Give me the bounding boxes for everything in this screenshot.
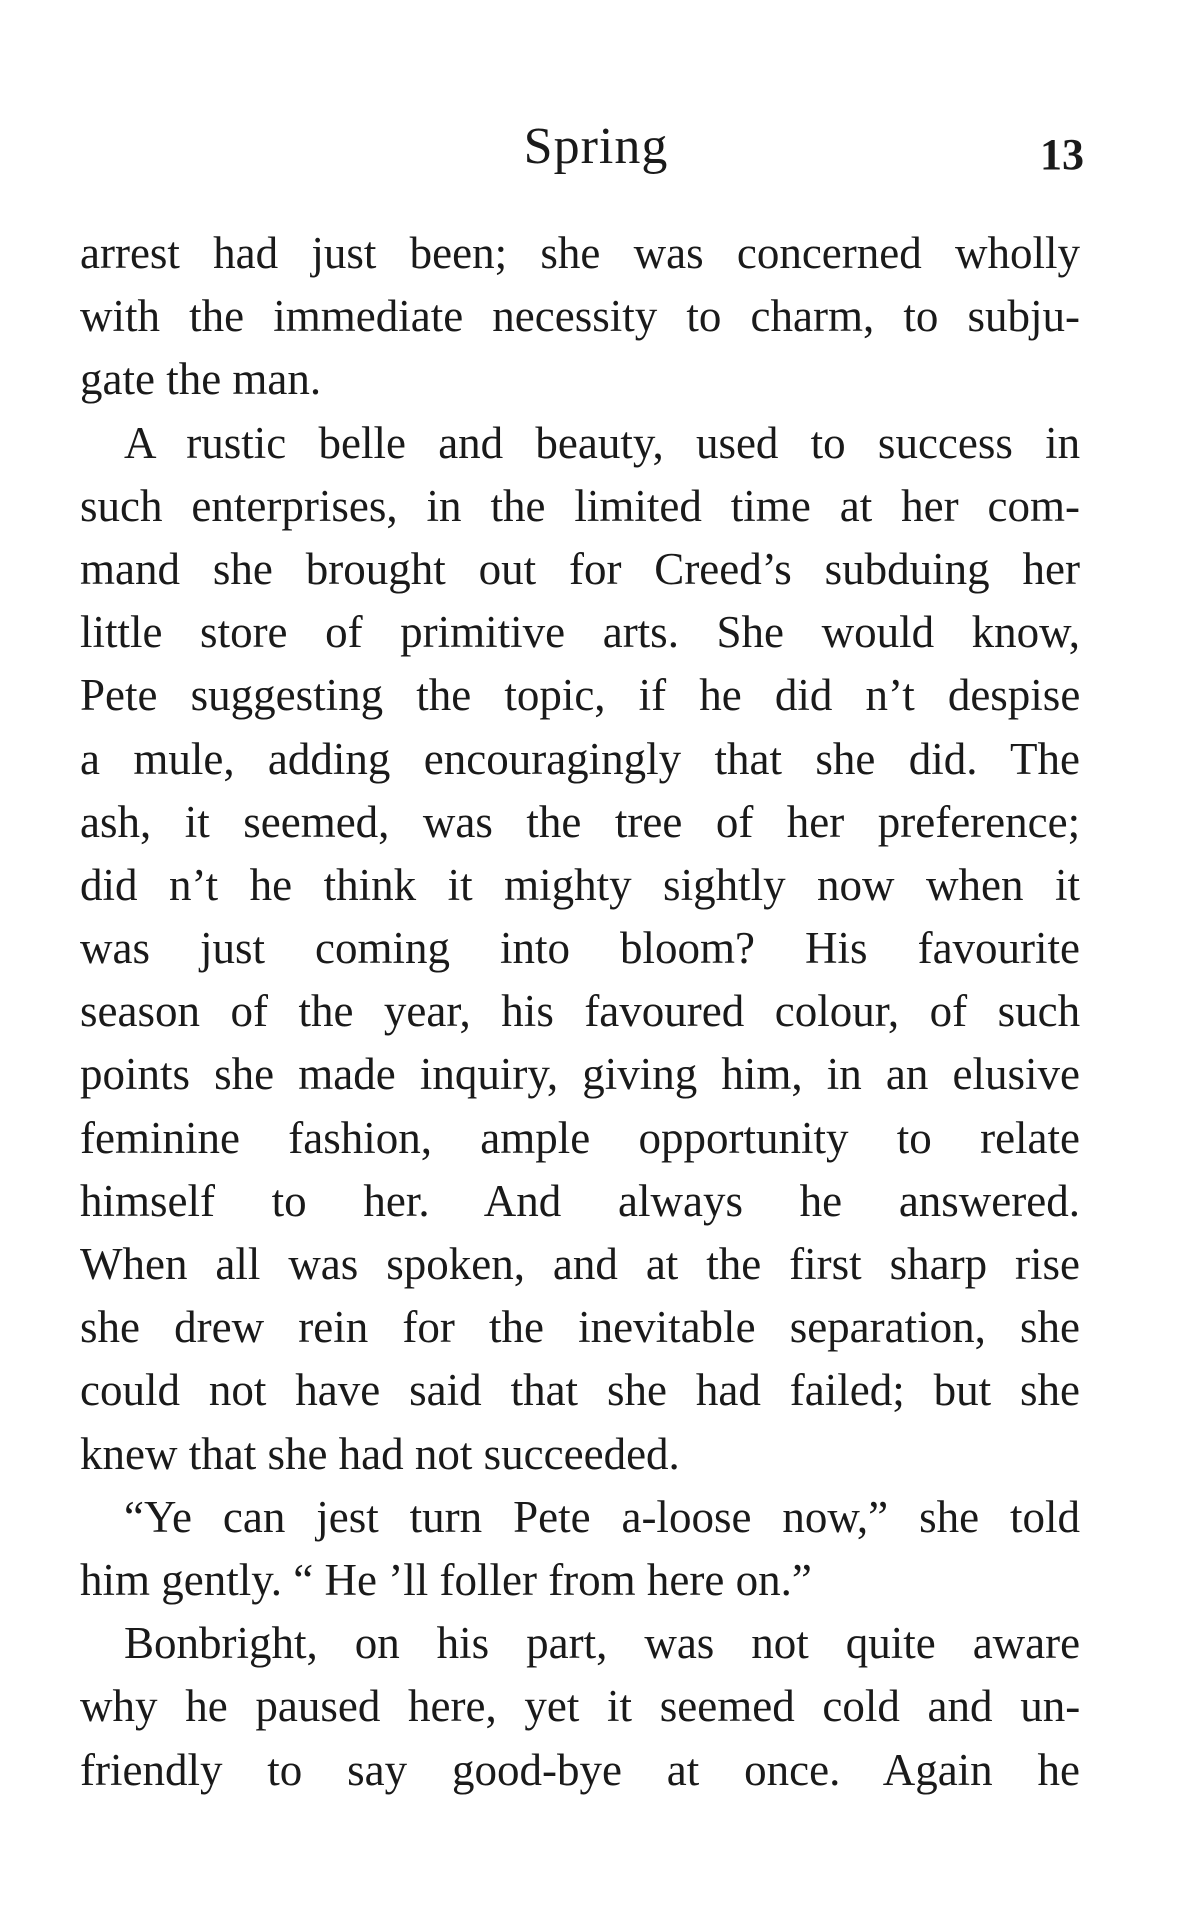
text-line: When all was spoken, and at the first sharp rise (80, 1239, 1080, 1289)
text-line: mand she brought out for Creed’s subduing her (80, 543, 1080, 594)
text-line: him gently. “ He ’ll foller from here on.” (80, 1554, 812, 1605)
text-line: little store of primitive arts. She would know, (80, 607, 1080, 658)
text-line: was just coming into bloom? His favourite (80, 923, 1080, 974)
body-text (80, 222, 1080, 1802)
text-line: points she made inquiry, giving him, in an elusive (80, 1049, 1080, 1100)
running-head (0, 112, 1192, 182)
text-line: knew that she had not succeeded. (80, 1428, 680, 1479)
text-line: gate the man. (80, 354, 322, 405)
running-title: Spring (523, 118, 669, 175)
text-line: Pete suggesting the topic, if he did n’t despise (80, 670, 1081, 721)
text-line: “Ye can jest turn Pete a-loose now,” she told (124, 1491, 1080, 1542)
text-line: she drew rein for the inevitable separation, she (80, 1302, 1080, 1353)
text-line: ash, it seemed, was the tree of her preference; (80, 796, 1081, 847)
text-line: A rustic belle and beauty, used to success in (124, 417, 1081, 468)
text-line: could not have said that she had failed; but she (80, 1365, 1081, 1416)
text-line: season of the year, his favoured colour, of such (80, 986, 1081, 1037)
text-line: feminine fashion, ample opportunity to relate (80, 1112, 1080, 1163)
paragraph-3 (80, 1486, 1080, 1612)
paragraph-4 (80, 1612, 1080, 1802)
paragraph-2 (80, 412, 1080, 1486)
paragraph-1 (80, 222, 1080, 412)
text-line: Bonbright, on his part, was not quite aware (124, 1618, 1081, 1669)
text-line: arrest had just been; she was concerned wholly (80, 228, 1080, 278)
text-line: a mule, adding encouragingly that she did. The (80, 733, 1080, 784)
text-line: friendly to say good-bye at once. Again he (80, 1744, 1080, 1795)
page-number: 13 (1040, 130, 1084, 179)
text-line: such enterprises, in the limited time at her com- (80, 480, 1080, 531)
text-line: why he paused here, yet it seemed cold and un- (80, 1681, 1081, 1732)
text-line: with the immediate necessity to charm, to subju- (80, 291, 1080, 342)
text-line: did n’t he think it mighty sightly now when it (80, 859, 1080, 910)
text-line: himself to her. And always he answered. (80, 1175, 1080, 1226)
